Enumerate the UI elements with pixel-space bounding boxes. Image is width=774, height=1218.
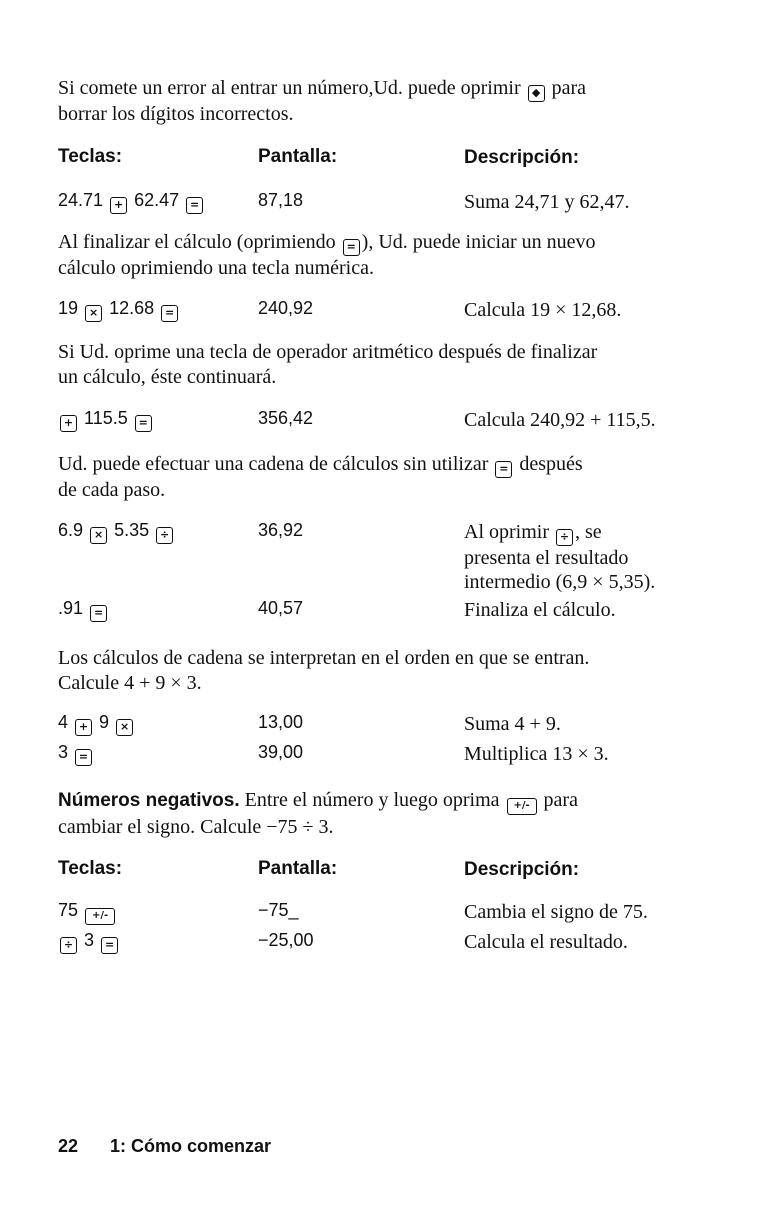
- multiply-key-icon: ×: [85, 305, 102, 322]
- keys-cell: .91 =: [58, 598, 109, 622]
- keys-cell: 3 =: [58, 742, 94, 766]
- description-cell: Calcula 19 × 12,68.: [464, 299, 622, 321]
- display-cell: 87,18: [258, 190, 304, 210]
- table-row: [58, 742, 698, 768]
- intro-paragraph: [58, 76, 698, 127]
- table-row: [58, 930, 698, 956]
- header-description: Descripción:: [464, 147, 580, 168]
- keys-cell: + 115.5 =: [58, 408, 154, 432]
- divide-key-icon: ÷: [60, 937, 77, 954]
- table-row: [58, 598, 698, 624]
- description-cell: Suma 4 + 9.: [464, 713, 561, 735]
- keys-cell: 75 +/-: [58, 900, 117, 925]
- table-row: [58, 900, 698, 926]
- equals-key-icon: =: [75, 749, 92, 766]
- table-row: [58, 190, 698, 216]
- keys-cell: 19 × 12.68 =: [58, 298, 180, 322]
- description-cell: Calcula el resultado.: [464, 931, 628, 953]
- header-description: Descripción:: [464, 859, 580, 880]
- paragraph-chain: Ud. puede efectuar una cadena de cálculos sin utilizar = después de cada paso.: [58, 453, 583, 501]
- plus-key-icon: +: [60, 415, 77, 432]
- paragraph-order: Los cálculos de cadena se interpretan en el orden en que se entran. Calcule 4 + 9 × 3.: [58, 647, 590, 694]
- intro-text-line2: borrar los dígitos incorrectos.: [58, 103, 294, 125]
- page-footer: [58, 1136, 271, 1157]
- divide-key-icon: ÷: [556, 529, 573, 546]
- table-header: [58, 146, 698, 172]
- table-header: [58, 858, 698, 884]
- equals-key-icon: =: [186, 197, 203, 214]
- equals-key-icon: =: [495, 461, 512, 478]
- description-cell: Cambia el signo de 75.: [464, 901, 648, 923]
- keys-cell: 4 + 9 ×: [58, 712, 135, 736]
- intro-text: Si comete un error al entrar un número,Ud. puede oprimir: [58, 77, 521, 99]
- paragraph-negative-numbers: Números negativos. Entre el número y luego oprima +/- para cambiar el signo. Calcule −75 ÷ 3.: [58, 789, 578, 838]
- equals-key-icon: =: [135, 415, 152, 432]
- change-sign-key-icon: +/-: [85, 908, 115, 925]
- equals-key-icon: =: [161, 305, 178, 322]
- description-cell: Finaliza el cálculo.: [464, 599, 616, 621]
- display-cell: −75_: [258, 900, 299, 920]
- display-cell: −25,00: [258, 930, 314, 950]
- table-row: [58, 408, 698, 434]
- description-cell: Suma 24,71 y 62,47.: [464, 191, 630, 213]
- display-cell: 36,92: [258, 520, 304, 540]
- header-display: Pantalla:: [258, 858, 338, 879]
- paragraph-new-calc: Al finalizar el cálculo (oprimiendo = ), Ud. puede iniciar un nuevo cálculo oprimiendo una tecla numérica.: [58, 231, 596, 279]
- equals-key-icon: =: [343, 239, 360, 256]
- table-row: [58, 298, 698, 324]
- table-row: [58, 712, 698, 738]
- display-cell: 13,00: [258, 712, 304, 732]
- plus-key-icon: +: [110, 197, 127, 214]
- display-cell: 39,00: [258, 742, 304, 762]
- plus-key-icon: +: [75, 719, 92, 736]
- manual-page: [58, 0, 708, 1218]
- change-sign-key-icon: +/-: [507, 798, 537, 815]
- paragraph-continue: Si Ud. oprime una tecla de operador aritmético después de finalizar un cálculo, éste continuará.: [58, 341, 598, 388]
- divide-key-icon: ÷: [156, 527, 173, 544]
- keys-cell: 6.9 × 5.35 ÷: [58, 520, 175, 544]
- header-keys: Teclas:: [58, 858, 123, 879]
- backspace-key-icon: ◆: [528, 85, 545, 102]
- intro-text-after: para: [551, 77, 587, 99]
- description-cell: Al oprimir ÷ , se presenta el resultado intermedio (6,9 × 5,35).: [464, 521, 656, 593]
- chapter-title: 1: Cómo comenzar: [110, 1136, 272, 1156]
- equals-key-icon: =: [101, 937, 118, 954]
- keys-cell: ÷ 3 =: [58, 930, 120, 954]
- multiply-key-icon: ×: [90, 527, 107, 544]
- multiply-key-icon: ×: [116, 719, 133, 736]
- keys-cell: 24.71 + 62.47 =: [58, 190, 205, 214]
- display-cell: 40,57: [258, 598, 304, 618]
- table-row: [58, 520, 698, 598]
- section-lead: Números negativos.: [58, 790, 240, 811]
- page-number: 22: [58, 1136, 79, 1156]
- description-cell: Multiplica 13 × 3.: [464, 743, 609, 765]
- header-keys: Teclas:: [58, 146, 123, 167]
- description-cell: Calcula 240,92 + 115,5.: [464, 409, 656, 431]
- equals-key-icon: =: [90, 605, 107, 622]
- display-cell: 356,42: [258, 408, 314, 428]
- display-cell: 240,92: [258, 298, 314, 318]
- header-display: Pantalla:: [258, 146, 338, 167]
